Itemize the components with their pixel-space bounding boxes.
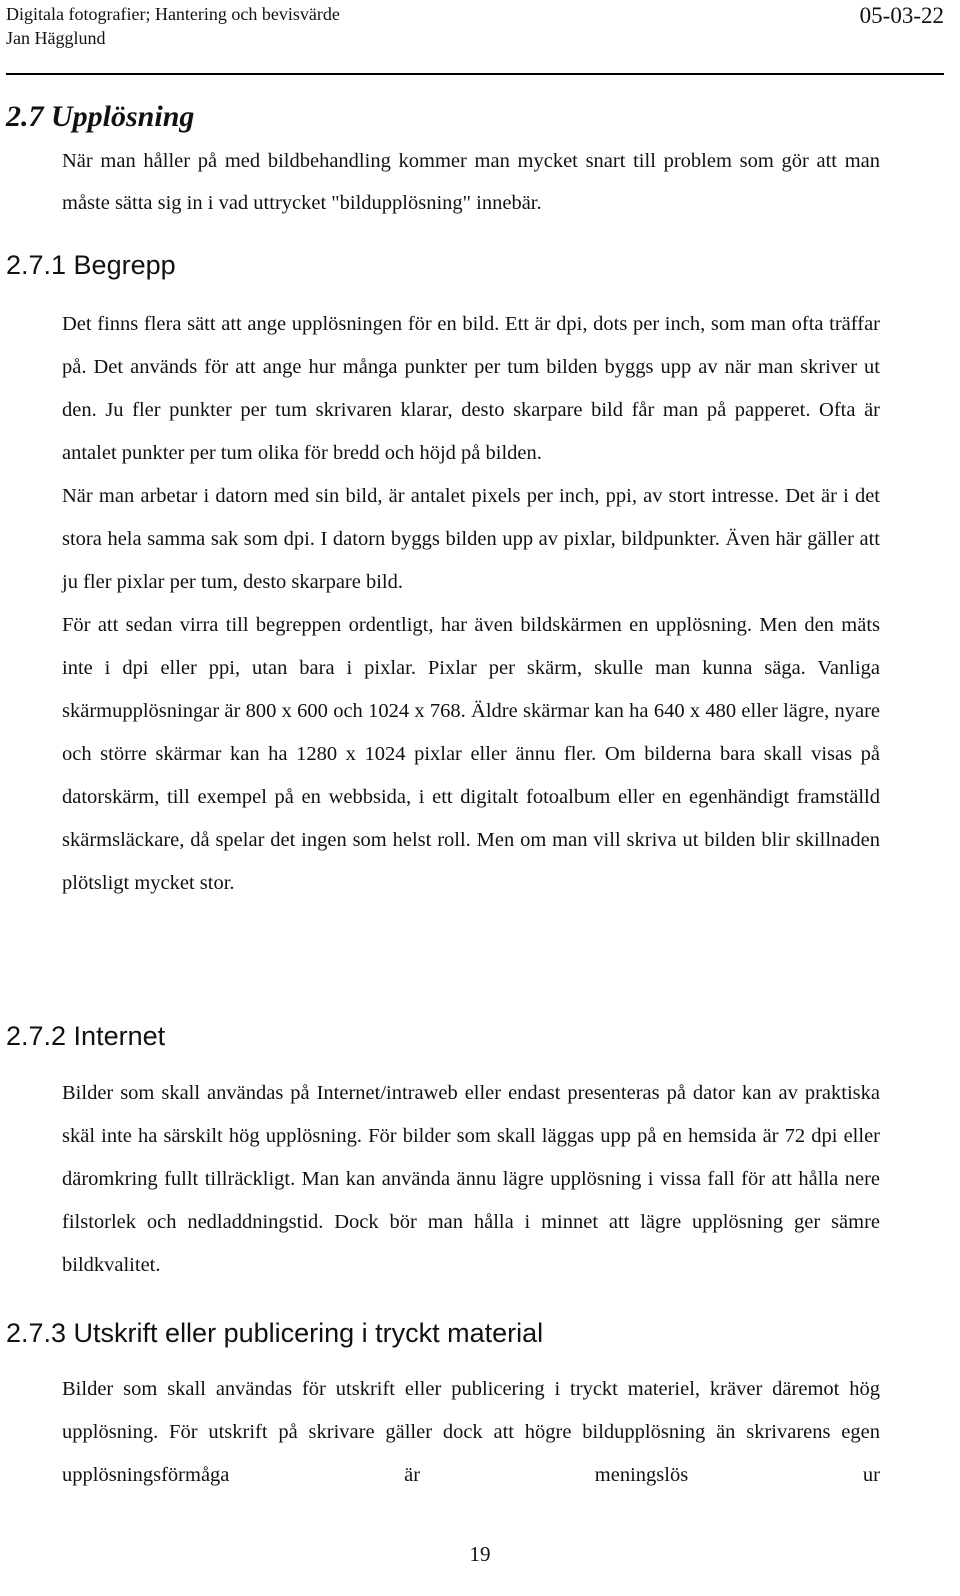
section-heading-2-7: 2.7 Upplösning	[6, 100, 195, 133]
section-2-7-2-body	[62, 1072, 880, 1287]
section-heading-2-7-2: 2.7.2 Internet	[6, 1021, 166, 1051]
paragraph: Bilder som skall användas för utskrift eller publicering i tryckt materiel, kräver däremot hög upplösning. För utskrift på skrivare gäller dock att högre bildupplösning än skrivarens egen upplösningsförmåga är meningslös ur	[62, 1378, 880, 1486]
section-heading-2-7-1: 2.7.1 Begrepp	[6, 250, 176, 280]
page-header	[6, 2, 944, 52]
page-number: 19	[469, 1542, 491, 1566]
section-2-7-1-body	[62, 303, 880, 905]
header-left	[6, 2, 340, 50]
paragraph: Det finns flera sätt att ange upplösningen för en bild. Ett är dpi, dots per inch, som man ofta träffar på. Det används för att ange hur många punkter per tum bilden byggs upp av när man skriver ut den. Ju fler punkter per tum skrivaren klarar, desto skarpare bild får man på papperet. Ofta är antalet punkter per tum olika för bredd och höjd på bilden.	[62, 313, 880, 464]
section-2-7-intro	[62, 140, 880, 224]
paragraph: För att sedan virra till begreppen ordentligt, har även bildskärmen en upplösning. Men den mäts inte i dpi eller ppi, utan bara i pixlar. Pixlar per skärm, skulle man kunna säga. Vanliga skärmupplösningar är 800 x 600 och 1024 x 768. Äldre skärmar kan ha 640 x 480 eller lägre, nyare och större skärmar kan ha 1280 x 1024 pixlar eller ännu fler. Om bilderna bara skall visas på datorskärm, till exempel på en webbsida, i ett digitalt fotoalbum eller en egenhändigt framställd skärmsläckare, då spelar det ingen som helst roll. Men om man vill skriva ut bilden blir skillnaden plötsligt mycket stor.	[62, 614, 880, 894]
document-date: 05-03-22	[859, 3, 944, 28]
paragraph: Bilder som skall användas på Internet/intraweb eller endast presenteras på dator kan av praktiska skäl inte ha särskilt hög upplösning. För bilder som skall läggas upp på en hemsida är 72 dpi eller däromkring fullt tillräckligt. Man kan använda ännu lägre upplösning i vissa fall för att hålla nere filstorlek och nedladdningstid. Dock bör man hålla i minnet att lägre upplösning ger sämre bildkvalitet.	[62, 1082, 880, 1276]
document-title: Digitala fotografier; Hantering och bevisvärde	[6, 4, 340, 24]
paragraph: När man håller på med bildbehandling kommer man mycket snart till problem som gör att man måste sätta sig in i vad uttrycket "bildupplösning" innebär.	[62, 150, 880, 214]
section-heading-2-7-3: 2.7.3 Utskrift eller publicering i tryckt material	[6, 1318, 544, 1348]
section-2-7-3-body	[62, 1368, 880, 1497]
paragraph: När man arbetar i datorn med sin bild, är antalet pixels per inch, ppi, av stort intresse. Det är i det stora hela samma sak som dpi. I datorn byggs bilden upp av pixlar, bildpunkter. Även här gäller att ju fler pixlar per tum, desto skarpare bild.	[62, 485, 880, 593]
header-rule	[6, 73, 944, 75]
document-author: Jan Hägglund	[6, 28, 106, 48]
